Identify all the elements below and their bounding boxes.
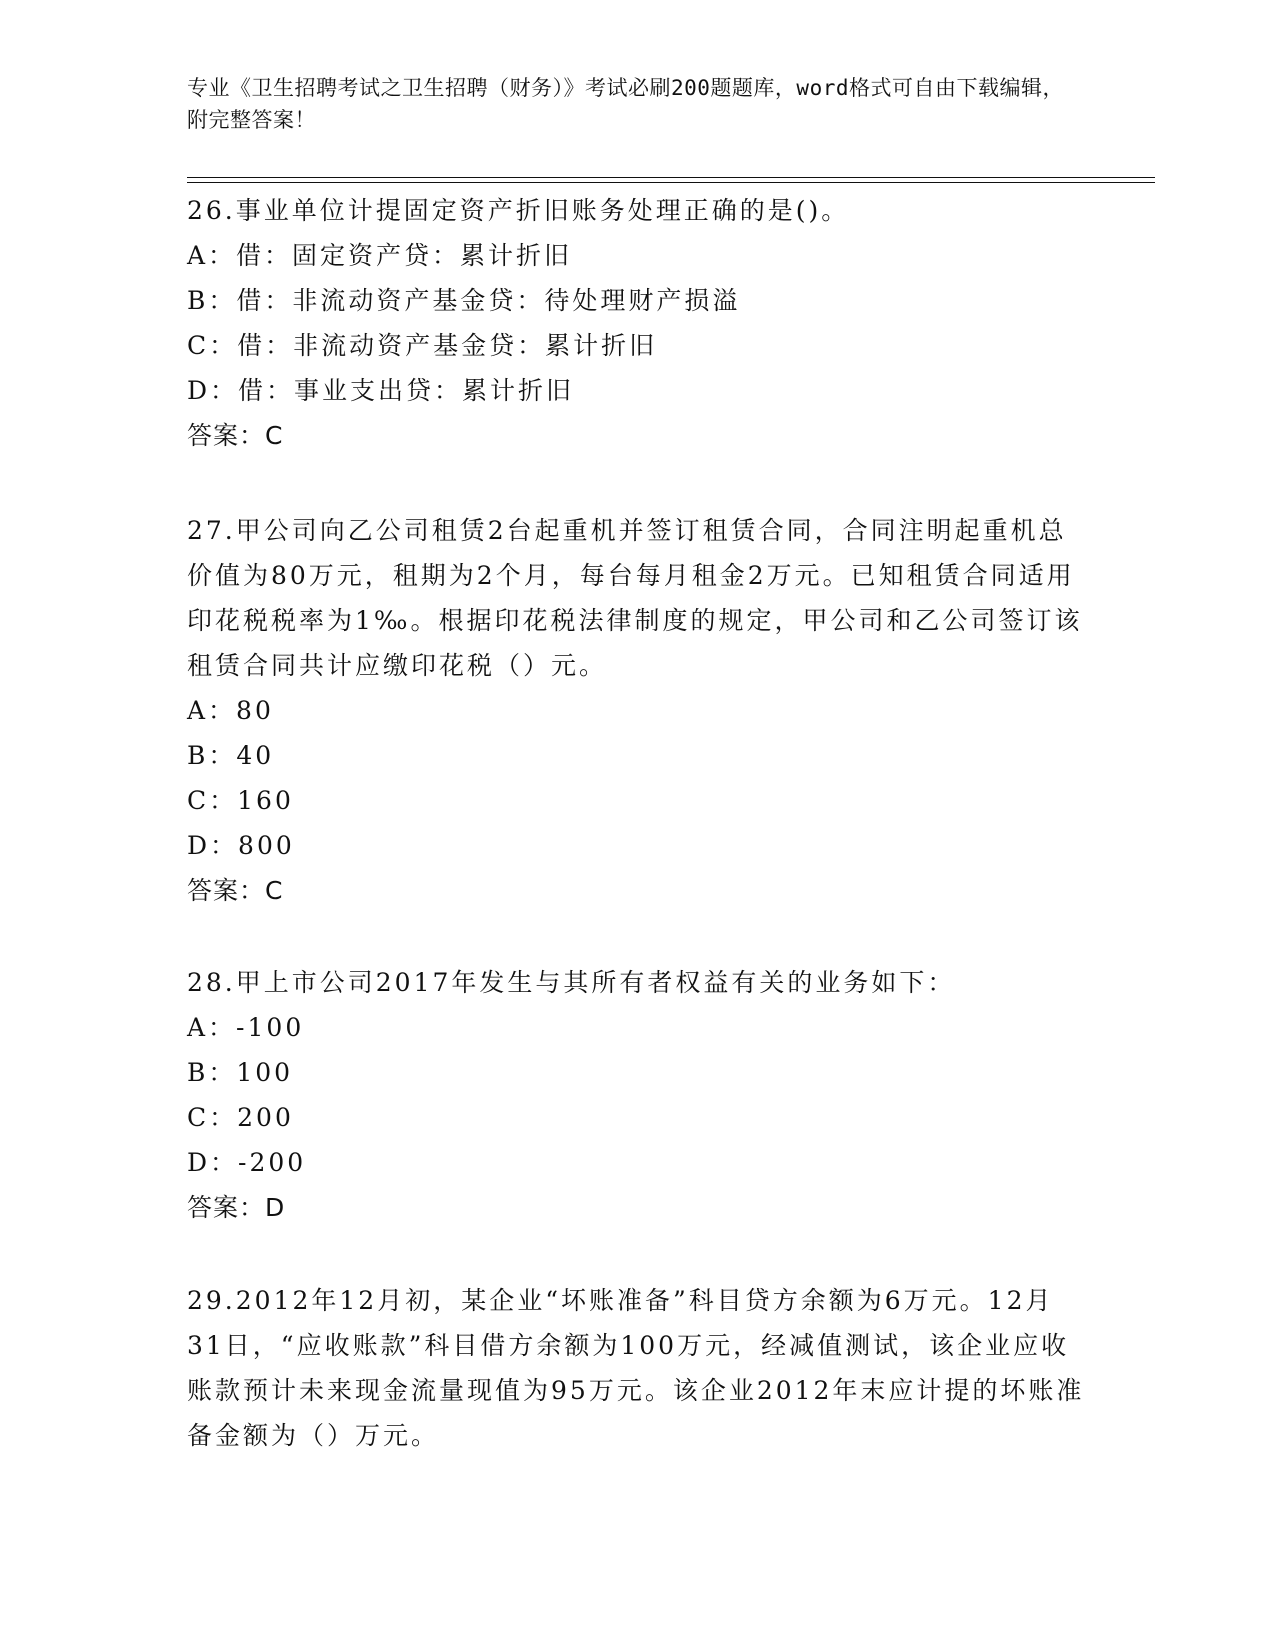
question-stem: 28.甲上市公司2017年发生与其所有者权益有关的业务如下：: [187, 968, 956, 997]
header-divider-bottom: [187, 182, 1155, 183]
header-divider-top: [187, 177, 1155, 178]
option-b: B：借：非流动资产基金贷：待处理财产损溢: [187, 286, 741, 315]
question-28: [187, 960, 1087, 1230]
option-c: C：200: [187, 1103, 294, 1132]
option-d: D：-200: [187, 1148, 307, 1177]
question-29: [187, 1278, 1087, 1458]
option-b: B：100: [187, 1058, 294, 1087]
question-stem: 29.2012年12月初，某企业“坏账准备”科目贷方余额为6万元。12月31日，“应收账款”科目借方余额为100万元，经减值测试，该企业应收账款预计未来现金流量现值为95万元。该企业2012年末应计提的坏账准备金额为（）万元。: [187, 1286, 1085, 1450]
question-stem: 26.事业单位计提固定资产折旧账务处理正确的是()。: [187, 196, 850, 225]
answer-line: 答案：D: [187, 1193, 286, 1222]
answer-line: 答案：C: [187, 421, 284, 450]
option-a: A：-100: [187, 1013, 305, 1042]
option-c: C：借：非流动资产基金贷：累计折旧: [187, 331, 658, 360]
option-c: C：160: [187, 786, 294, 815]
document-intro: 专业《卫生招聘考试之卫生招聘（财务）》考试必刷200题题库，word格式可自由下载编辑，附完整答案！: [187, 76, 1064, 132]
question-stem: 27.甲公司向乙公司租赁2台起重机并签订租赁合同，合同注明起重机总价值为80万元，租期为2个月，每台每月租金2万元。已知租赁合同适用印花税税率为1‰。根据印花税法律制度的规定，甲公司和乙公司签订该租赁合同共计应缴印花税（）元。: [187, 516, 1083, 680]
option-d: D：借：事业支出贷：累计折旧: [187, 376, 575, 405]
option-a: A：借：固定资产贷：累计折旧: [187, 241, 573, 270]
answer-line: 答案：C: [187, 876, 284, 905]
option-a: A：80: [187, 696, 274, 725]
option-d: D：800: [187, 831, 295, 860]
question-27: [187, 508, 1087, 913]
question-26: [187, 188, 1087, 458]
option-b: B：40: [187, 741, 275, 770]
